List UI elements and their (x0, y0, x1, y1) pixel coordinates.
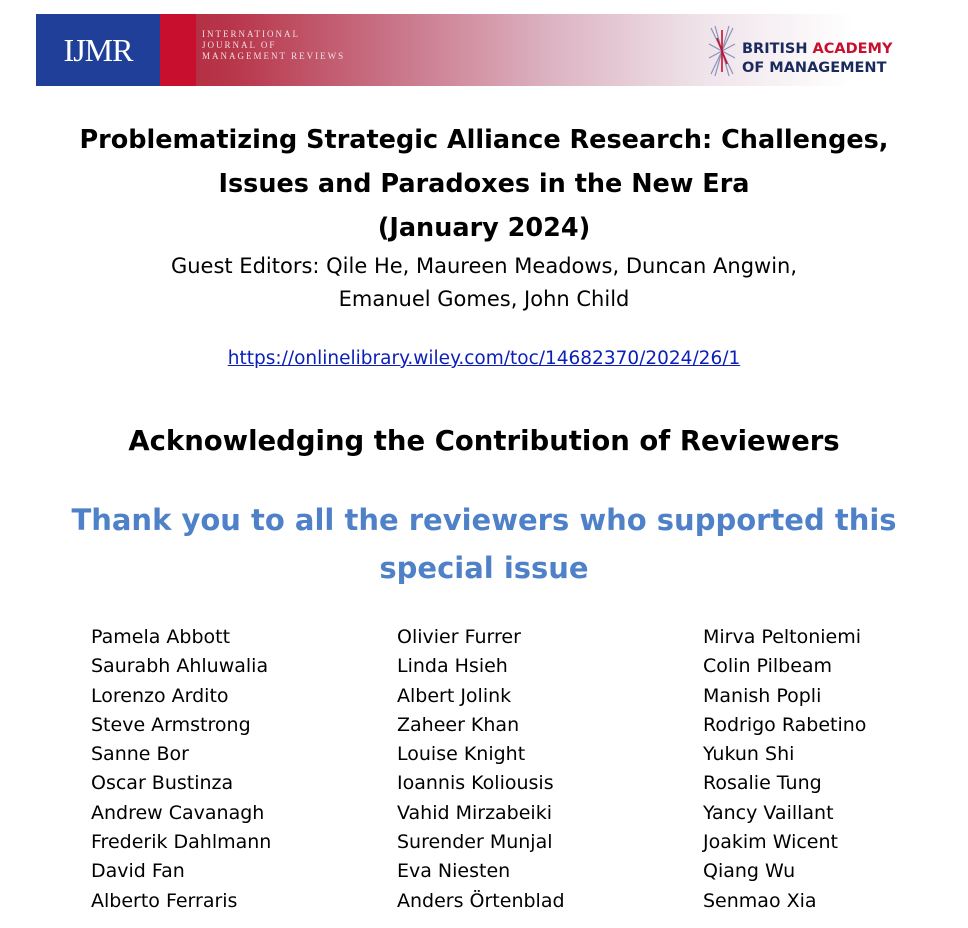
reviewer-name: Mirva Peltoniemi (703, 626, 862, 648)
reviewer-name: Anders Örtenblad (397, 889, 565, 912)
guest-editors (40, 250, 928, 316)
reviewer-column-1 (91, 623, 271, 916)
reviewer-name: Manish Popli (703, 684, 822, 707)
reviewer-name: Saurabh Ahluwalia (91, 655, 269, 678)
reviewer-name: Surender Munjal (397, 831, 553, 854)
reviewer-name: Oscar Bustinza (91, 772, 234, 795)
bam-logo-text (742, 40, 893, 78)
journal-banner (36, 14, 924, 86)
ijmr-logo-box (36, 14, 160, 86)
reviewer-name: Olivier Furrer (397, 626, 521, 648)
reviewer-name: Qiang Wu (703, 860, 796, 883)
editors-line-2: Emanuel Gomes, John Child (338, 287, 630, 311)
reviewer-name: Albert Jolink (397, 684, 512, 707)
reviewer-name: Ioannis Koliousis (397, 772, 554, 795)
reviewer-name: Rosalie Tung (703, 772, 822, 795)
reviewer-name: Andrew Cavanagh (91, 801, 265, 824)
bam-british: BRITISH (742, 41, 813, 57)
journal-name-line-2: JOURNAL OF (202, 40, 277, 50)
journal-name-line-1: INTERNATIONAL (202, 29, 300, 39)
issue-link[interactable]: https://onlinelibrary.wiley.com/toc/14682370/2024/26/1 (227, 348, 741, 369)
reviewer-name: Louise Knight (397, 743, 526, 766)
special-issue-title (40, 118, 928, 250)
ijmr-logo: IJMR (63, 31, 133, 68)
reviewer-name: Eva Niesten (397, 860, 511, 883)
reviewer-name: Rodrigo Rabetino (703, 713, 867, 736)
red-strip (160, 14, 196, 86)
thanks-line-2: special issue (379, 551, 589, 585)
reviewer-name: David Fan (91, 860, 185, 883)
reviewer-name: Senmao Xia (703, 889, 817, 912)
acknowledgement-heading: Acknowledging the Contribution of Reviewers (128, 425, 840, 457)
issue-link-row (40, 344, 928, 374)
title-line-3: (January 2024) (377, 213, 591, 243)
reviewer-name: Lorenzo Ardito (91, 684, 229, 707)
reviewer-name: Zaheer Khan (397, 713, 520, 736)
title-line-1: Problematizing Strategic Alliance Research: Challenges, (79, 125, 889, 155)
bam-line-1 (742, 40, 893, 59)
reviewer-name: Steve Armstrong (91, 713, 251, 736)
title-line-2: Issues and Paradoxes in the New Era (218, 169, 750, 199)
reviewer-name: Pamela Abbott (91, 626, 231, 648)
reviewer-name: Colin Pilbeam (703, 655, 833, 678)
reviewer-name: Sanne Bor (91, 743, 189, 766)
journal-name-line-3: MANAGEMENT REVIEWS (202, 51, 346, 61)
bam-line-2: OF MANAGEMENT (742, 60, 887, 76)
reviewer-name: Alberto Ferraris (91, 889, 238, 912)
reviewer-name: Frederik Dahlmann (91, 831, 272, 854)
reviewer-column-2 (397, 623, 565, 916)
bam-logo-mark-icon (707, 24, 737, 78)
reviewer-name: Yukun Shi (703, 743, 795, 766)
reviewer-name: Joakim Wicent (703, 831, 838, 854)
editors-line-1: Guest Editors: Qile He, Maureen Meadows, Duncan Angwin, (170, 254, 798, 278)
journal-name (202, 29, 422, 62)
thank-you-message (40, 496, 928, 592)
reviewer-name: Vahid Mirzabeiki (397, 801, 552, 824)
bam-academy: ACADEMY (812, 41, 893, 57)
reviewer-name: Linda Hsieh (397, 655, 508, 678)
thanks-line-1: Thank you to all the reviewers who supported this (71, 503, 897, 537)
reviewer-column-3 (703, 623, 866, 916)
reviewer-name: Yancy Vaillant (703, 801, 834, 824)
